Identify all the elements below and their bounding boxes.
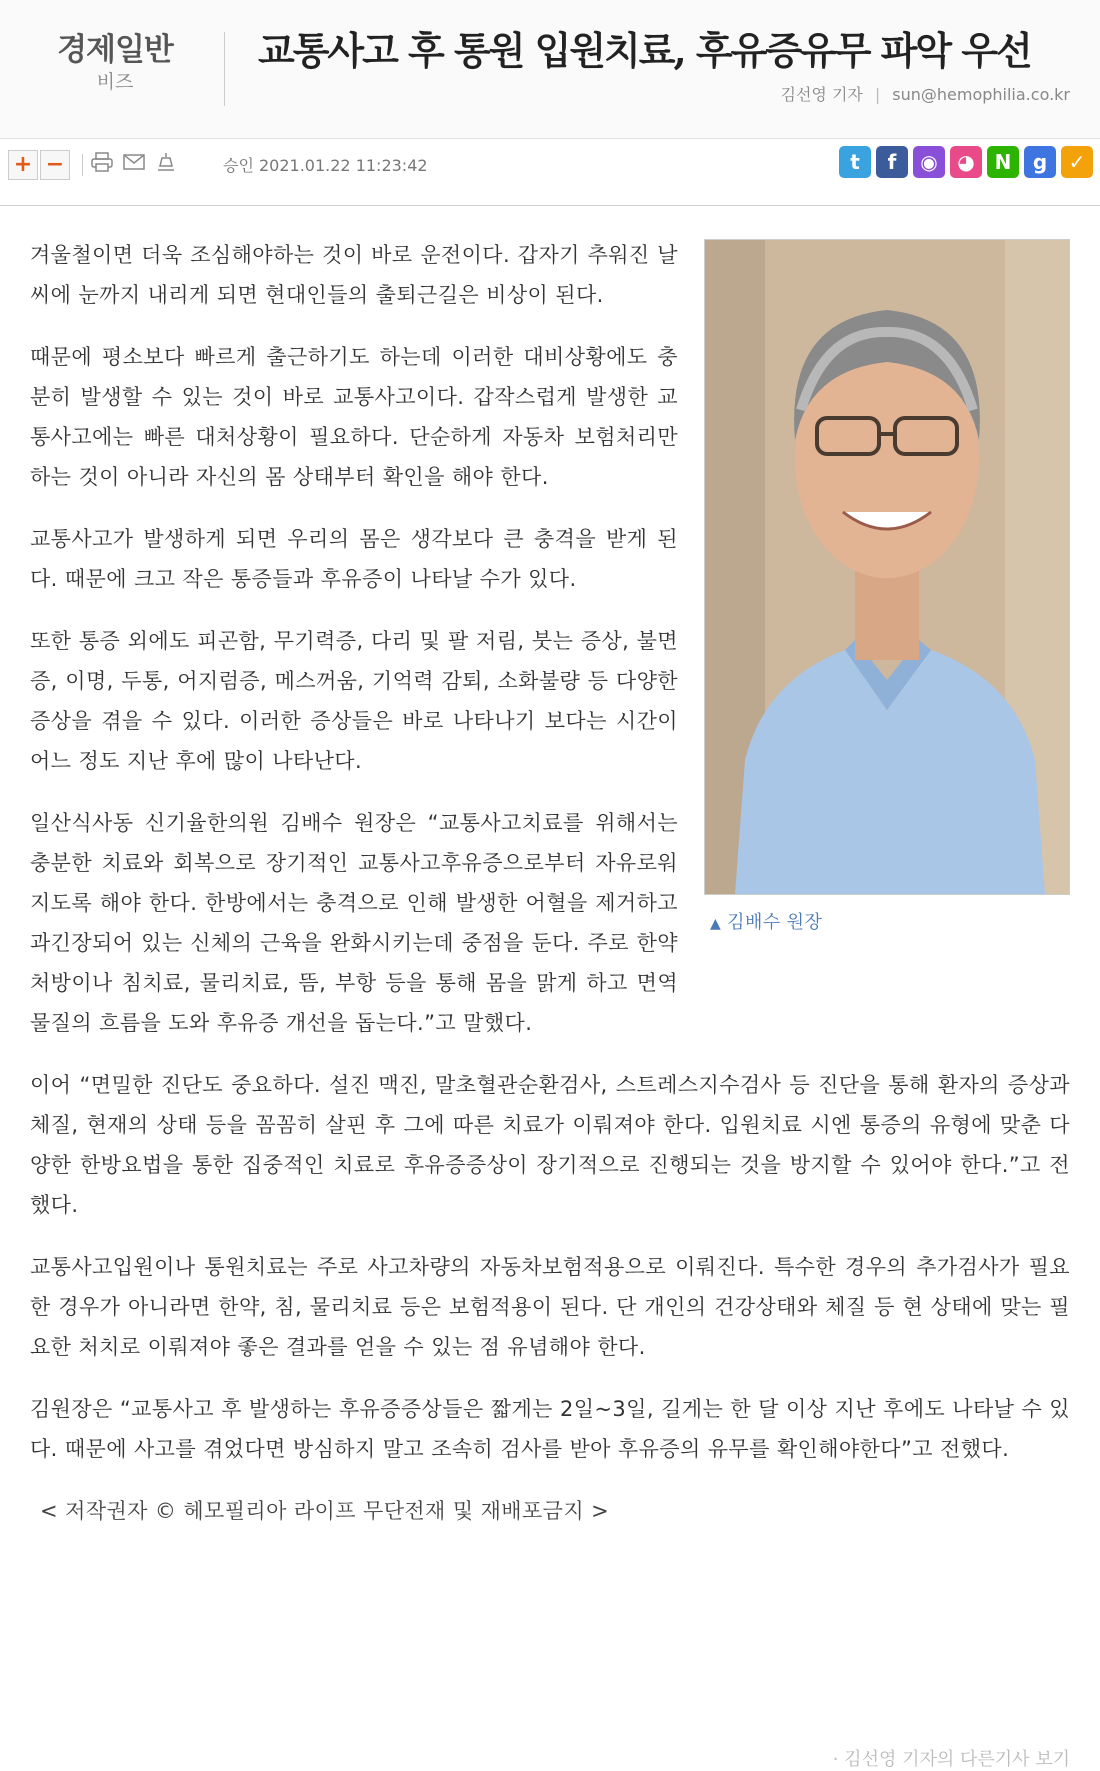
font-decrease-button[interactable]: − (40, 150, 70, 180)
print-icon[interactable] (88, 152, 116, 178)
email-icon[interactable] (120, 152, 148, 178)
me2day-share-button[interactable] (950, 146, 982, 178)
article-paragraph: 때문에 평소보다 빠르게 출근하기도 하는데 이러한 대비상황에도 충분히 발생할 수 있는 것이 바로 교통사고이다. 갑작스럽게 발생한 교통사고에는 빠른 대처상황이 필요하다. 단순하게 자동차 보험처리만 하는 것이 아니라 자신의 몸 상태부터 확인을 해야 한다. (30, 345, 678, 489)
article-paragraph: 교통사고입원이나 통원치료는 주로 사고차량의 자동차보험적용으로 이뤄진다. 특수한 경우의 추가검사가 필요한 경우가 아니라면 한약, 침, 물리치료 등은 보험적용이 된다. 단 개인의 건강상태와 체질 등 현 상태에 맞는 필요한 처치로 이뤄져야 좋은 결과를 얻을 수 있는 점 유념해야 한다. (30, 1255, 1070, 1359)
doctor-photo-illustration (705, 240, 1069, 894)
reporter-email[interactable]: sun@hemophilia.co.kr (892, 85, 1070, 104)
article-paragraph: 또한 통증 외에도 피곤함, 무기력증, 다리 및 팔 저림, 붓는 증상, 불면증, 이명, 두통, 어지럼증, 메스꺼움, 기억력 감퇴, 소화불량 등 다양한 증상을 겪을 수 있다. 이러한 증상들은 바로 나타나기 보다는 시간이 어느 정도 지난 후에 많이 나타난다. (30, 629, 678, 773)
article-paragraph: 이어 “면밀한 진단도 중요하다. 설진 맥진, 말초혈관순환검사, 스트레스지수검사 등 진단을 통해 환자의 증상과 체질, 현재의 상태 등을 꼼꼼히 살핀 후 그에 따른 치료가 이뤄져야 한다. 입원치료 시엔 통증의 유형에 맞춘 다양한 한방요법을 통한 집중적인 치료로 후유증증상이 장기적으로 진행되는 것을 방지할 수 있어야 한다.”고 전했다. (30, 1073, 1070, 1217)
naver-icon: N (994, 150, 1012, 174)
doctor-photo (704, 239, 1070, 895)
facebook-share-button[interactable] (876, 146, 908, 178)
photo-figure (704, 239, 1070, 944)
photo-caption (704, 903, 1070, 944)
byline (781, 82, 1071, 105)
kakaostory-icon: ◉ (920, 150, 938, 174)
yozm-share-button[interactable] (1061, 146, 1093, 178)
article-title: 교통사고 후 통원 입원치료, 후유증유무 파악 우선 (258, 28, 1031, 73)
twitter-share-button[interactable] (839, 146, 871, 178)
googleplus-share-button[interactable] (1024, 146, 1056, 178)
article-body (30, 235, 1070, 1531)
photo-caption-text: 김배수 원장 (727, 912, 823, 933)
toolbar-divider (82, 154, 83, 176)
font-increase-button[interactable]: + (8, 150, 38, 180)
approved-timestamp: 승인 2021.01.22 11:23:42 (223, 156, 428, 175)
me2day-icon: ◕ (957, 150, 975, 174)
yozm-icon: ✓ (1068, 150, 1086, 174)
googleplus-icon: g (1032, 150, 1048, 174)
twitter-icon: t (850, 150, 860, 174)
naver-share-button[interactable] (987, 146, 1019, 178)
caption-triangle-icon: ▲ (710, 916, 722, 932)
kakaostory-share-button[interactable] (913, 146, 945, 178)
byline-separator: | (874, 85, 881, 104)
article-paragraph: 겨울철이면 더욱 조심해야하는 것이 바로 운전이다. 갑자기 추워진 날씨에 눈까지 내리게 되면 현대인들의 출퇴근길은 비상이 된다. (30, 243, 678, 307)
facebook-icon: f (887, 150, 897, 174)
category-label[interactable] (30, 30, 200, 94)
header-divider (224, 32, 225, 106)
article-paragraph: 일산식사동 신기율한의원 김배수 원장은 “교통사고치료를 위해서는 충분한 치료와 회복으로 장기적인 교통사고후유증으로부터 자유로워지도록 해야 한다. 한방에서는 충격으로 인해 발생한 어혈을 제거하고 과긴장되어 있는 신체의 근육을 완화시키는데 중점을 둔다. 주로 한약처방이나 침치료, 물리치료, 뜸, 부항 등을 통해 몸을 맑게 하고 면역물질의 흐름을 도와 후유증 개선을 돕는다.”고 말했다. (30, 811, 678, 1035)
category-main[interactable]: 경제일반 (57, 32, 173, 68)
article-paragraph: 교통사고가 발생하게 되면 우리의 몸은 생각보다 큰 충격을 받게 된다. 때문에 크고 작은 통증들과 후유증이 나타날 수가 있다. (30, 527, 678, 591)
copyright-notice: < 저작권자 © 헤모필리아 라이프 무단전재 및 재배포금지 > (40, 1499, 610, 1523)
reporter-more-articles-link[interactable]: · 김선영 기자의 다른기사 보기 (832, 1749, 1070, 1770)
scrap-icon[interactable] (152, 152, 180, 178)
article-paragraph: 김원장은 “교통사고 후 발생하는 후유증증상들은 짧게는 2일~3일, 길게는 한 달 이상 지난 후에도 나타날 수 있다. 때문에 사고를 겪었다면 방심하지 말고 조속히 검사를 받아 후유증의 유무를 확인해야한다”고 전했다. (30, 1397, 1070, 1461)
reporter-name[interactable]: 김선영 기자 (780, 85, 863, 104)
category-sub[interactable]: 비즈 (96, 71, 134, 93)
